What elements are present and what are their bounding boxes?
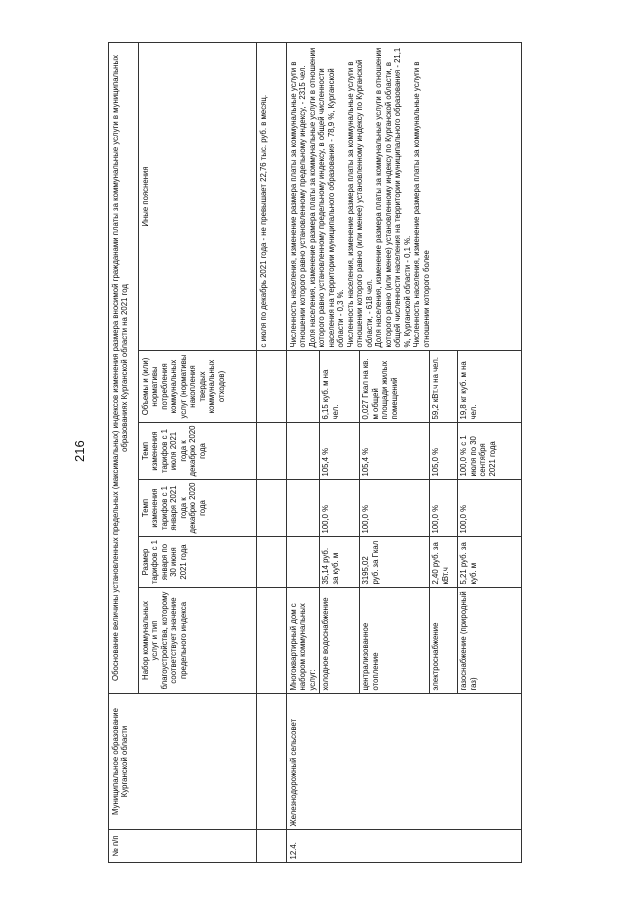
row-number: 12.4. (287, 830, 522, 863)
service-name: централизованное отопление (359, 588, 429, 694)
service-name: холодное водоснабжение (319, 588, 359, 694)
prev-row-notes: с июля по декабрь 2021 года - не превышает 22,76 тыс. руб. в месяц. (257, 42, 287, 350)
header-tariff: Размер тарифов с 1 января по 30 июня 2021 года (139, 537, 257, 588)
tariff-table (108, 42, 522, 863)
row-notes (287, 42, 522, 350)
service-rate-jan: 100,0 % (359, 480, 429, 537)
header-services: Набор коммунальных услуг и тип благоустройства, которому соответствует значение предельного индекса (139, 588, 257, 694)
service-name: газоснабжение (природный газ) (457, 588, 521, 694)
table-row (287, 42, 320, 862)
header-rate-jan: Темп изменения тарифов с 1 января 2021 года к декабрю 2020 года (139, 480, 257, 537)
service-rate-jul: 105,0 % (429, 423, 457, 480)
note-line: Численность населения, изменение размера платы за коммунальные услуги в отношении которого более (412, 61, 431, 348)
note-line: Доля населения, изменение размера платы за коммунальные услуги в отношении которого равно (или менее) установленному индексу по Курганской области, в общей численности населения на территории муниципального образования - 21,1 %, Курганской области - 0,1 %. (374, 47, 412, 348)
service-tariff: 5,21 руб. за куб. м (457, 537, 521, 588)
service-volume: 0,027 Гкал на кв. м общей площади жилых помещений (359, 351, 429, 423)
service-rate-jul: 105,4 % (359, 423, 429, 480)
row-group-label: Многоквартирный дом с набором коммунальных услуг: (287, 588, 320, 694)
row-municipality: Железнодорожный сельсовет (287, 694, 522, 830)
note-line: Доля населения, изменение размера платы за коммунальные услуги в отношении которого равно установленному предельному индексу, в общей численности населения на территории муниципального образования - 78,9 %, Курганской области - 0,3 %. (307, 47, 345, 348)
page-number: 216 (72, 440, 87, 462)
header-notes: Иные пояснения (139, 42, 257, 350)
service-rate-jul: 100,0 % с 1 июля по 30 сентября 2021 года (457, 423, 521, 480)
header-volume: Объемы и (или) нормативы потребления коммунальных услуг (нормативы накопления твердых коммунальных отходов) (139, 351, 257, 423)
note-line: Численность населения, изменение размера платы за коммунальные услуги в отношении которого равно установленному предельному индексу, - 2315 чел. (288, 61, 307, 348)
rotated-table-container (108, 43, 598, 863)
service-volume: 59,2 кВт.ч на чел. (429, 351, 457, 423)
service-tariff: 35,14 руб. за куб. м (319, 537, 359, 588)
service-volume: 19,8 кг куб. м на чел. (457, 351, 521, 423)
service-name: электроснабжение (429, 588, 457, 694)
service-tariff: 3195,02 руб. за Гкал (359, 537, 429, 588)
service-rate-jan: 100,0 % (429, 480, 457, 537)
header-num: № п/п (109, 830, 257, 863)
header-municipality: Муниципальное образование Курганской области (109, 694, 257, 830)
header-group-title: Обоснование величины установленных предельных (максимальных) индексов изменения размера вносимой гражданами платы за коммунальные услуги в муниципальных образованиях Курганской области на 2021 год (109, 42, 139, 693)
service-rate-jul: 105,4 % (319, 423, 359, 480)
service-tariff: 2,40 руб. за кВт.ч (429, 537, 457, 588)
service-rate-jan: 100,0 % (457, 480, 521, 537)
header-rate-jul: Темп изменения тарифов с 1 июля 2021 года к декабрю 2020 года (139, 423, 257, 480)
note-line: Численность населения, изменение размера платы за коммунальные услуги в отношении которого равно (или менее) установленному индексу по Курганской области, - 618 чел. (345, 59, 374, 348)
table-row (257, 42, 287, 862)
service-rate-jan: 100,0 % (319, 480, 359, 537)
service-volume: 6,15 куб. м на чел. (319, 351, 359, 423)
